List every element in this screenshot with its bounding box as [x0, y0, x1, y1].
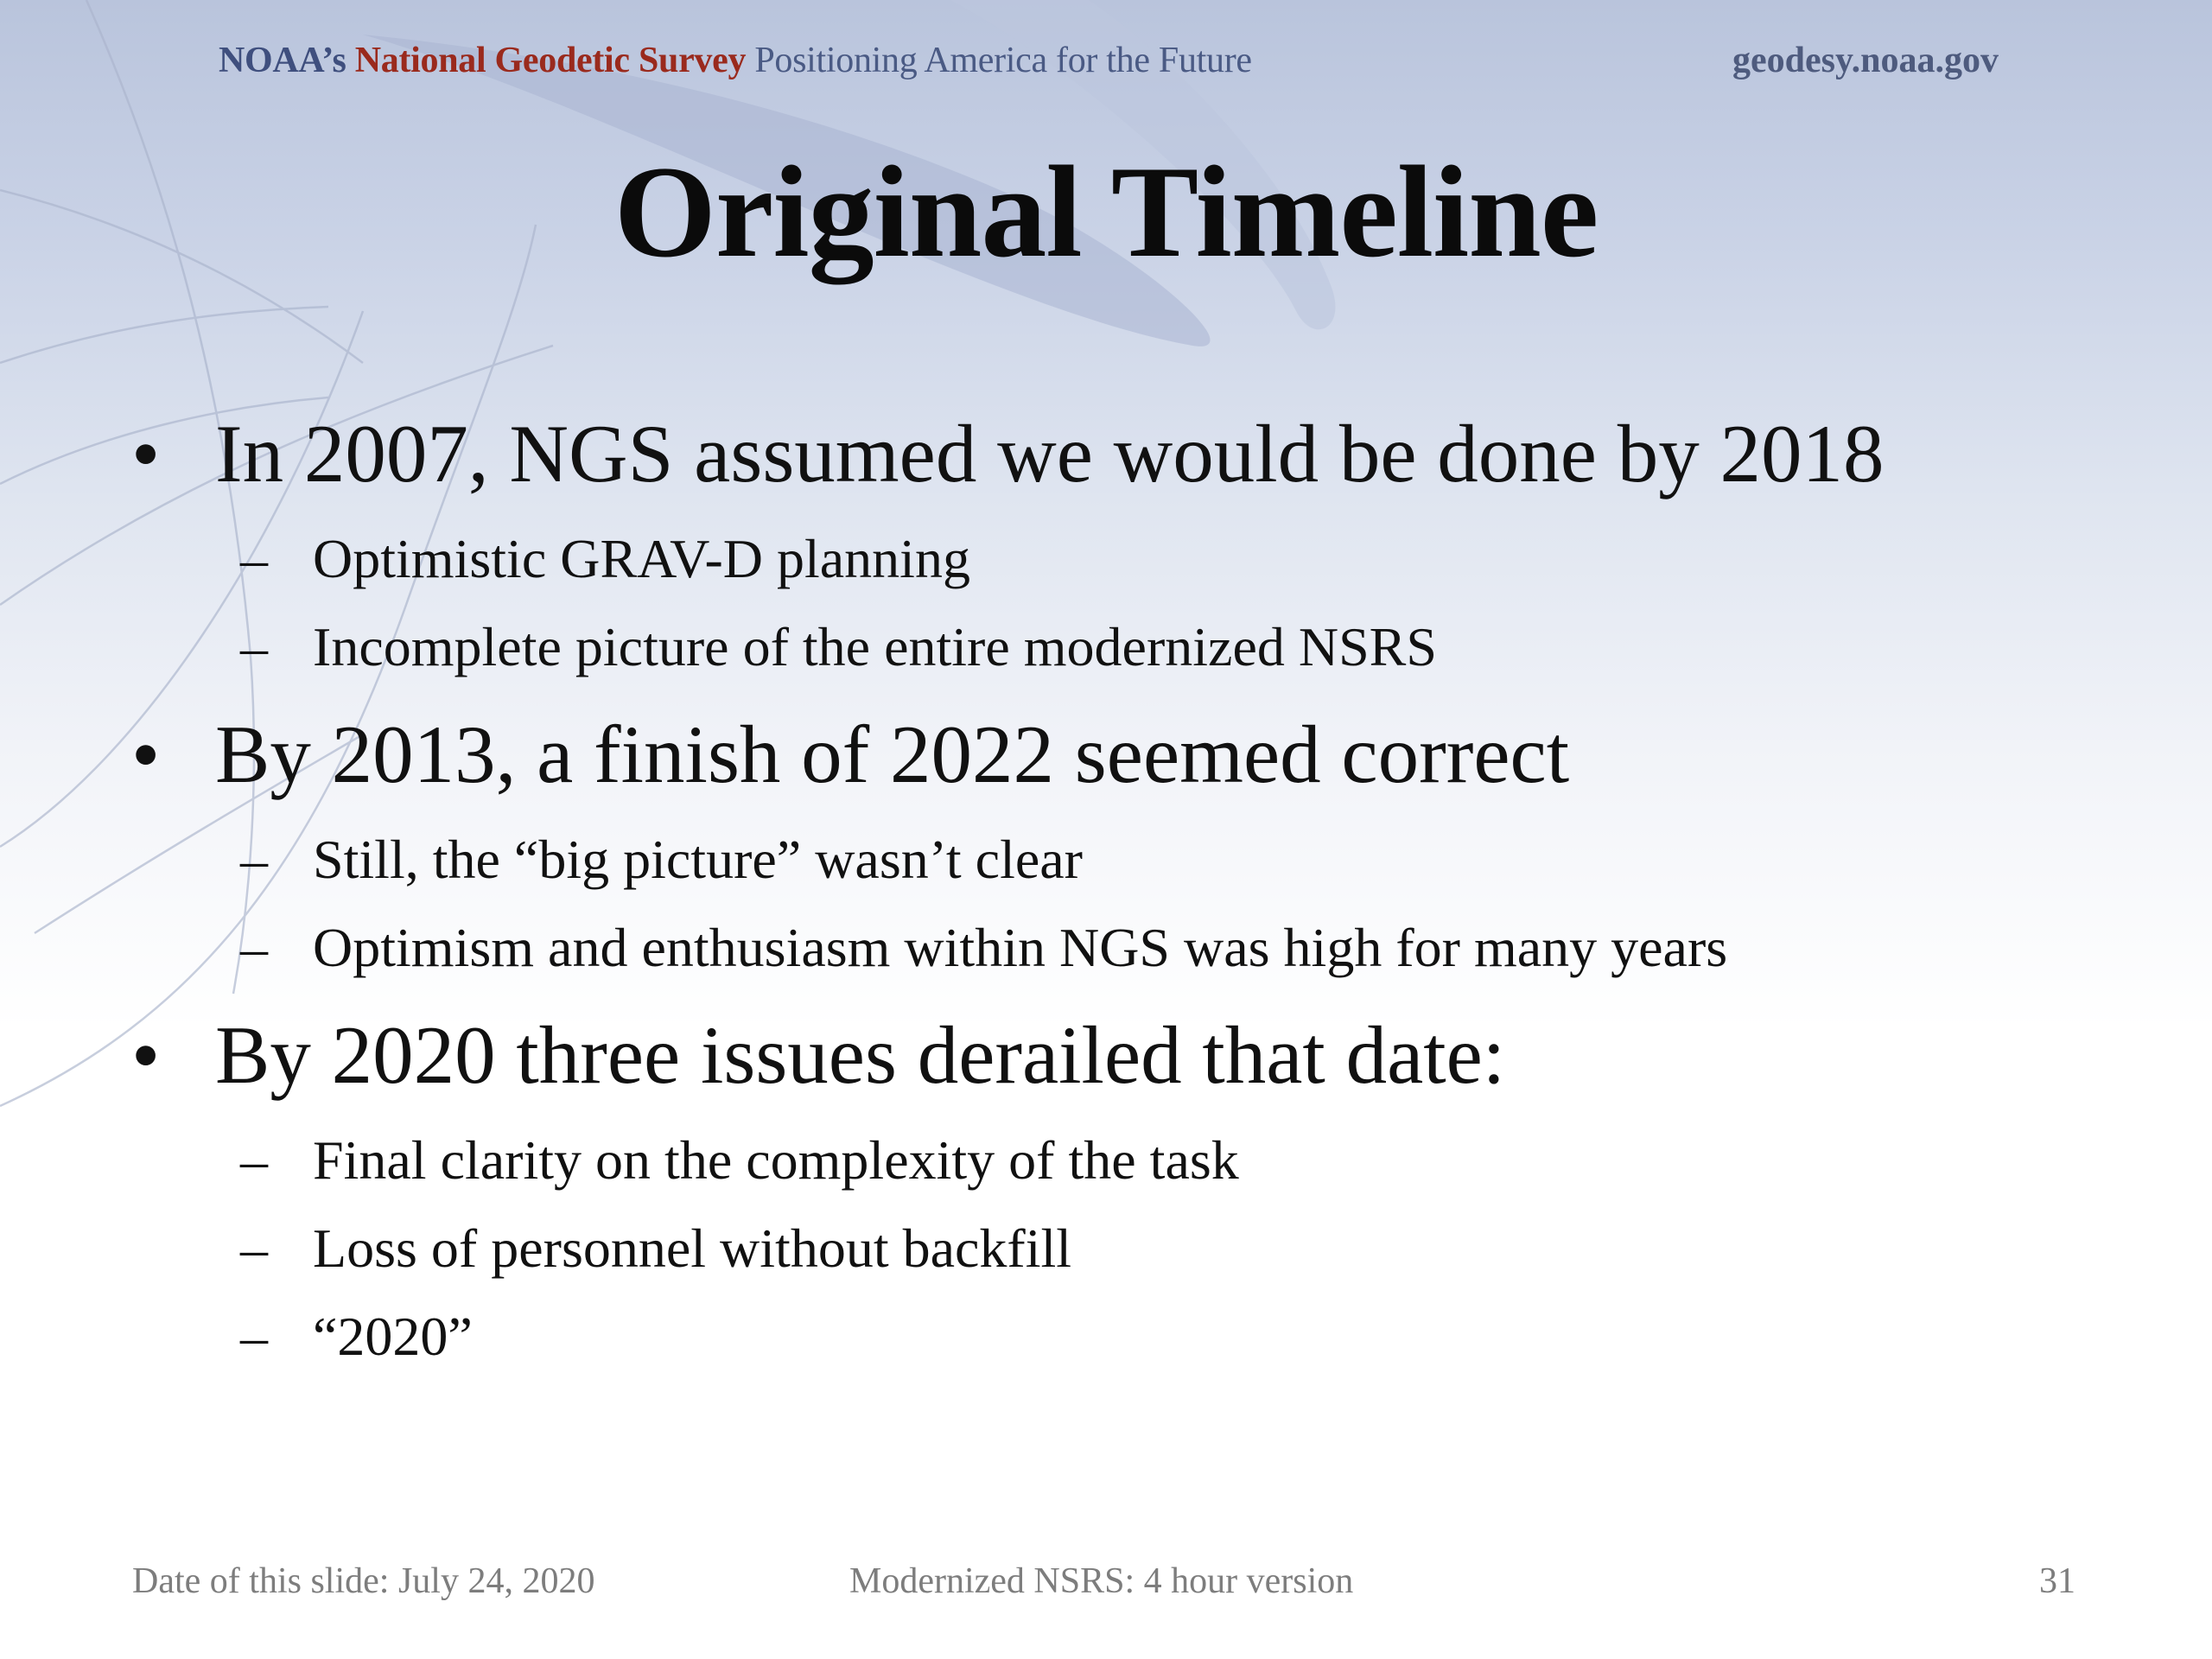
- sub-bullet-text: Optimistic GRAV-D planning: [313, 528, 970, 589]
- sub-bullet-text: Still, the “big picture” wasn’t clear: [313, 829, 1083, 890]
- header-website: geodesy.noaa.gov: [1732, 41, 1999, 80]
- sub-bullet-glyph: –: [240, 917, 268, 978]
- sub-bullet-glyph: –: [240, 1217, 268, 1279]
- bullet-text: By 2013, a finish of 2022 seemed correct: [215, 709, 1570, 800]
- sub-bullet-text: “2020”: [313, 1306, 473, 1367]
- bullet-glyph: •: [131, 709, 161, 800]
- header-tagline: Positioning America for the Future: [754, 41, 1252, 80]
- bullet-glyph: •: [131, 1009, 161, 1101]
- sub-bullet-text: Incomplete picture of the entire modernized NSRS: [313, 616, 1437, 677]
- header-org-prefix: NOAA’s: [219, 41, 346, 80]
- sub-bullet-glyph: –: [240, 616, 268, 677]
- slide-title: Original Timeline: [613, 139, 1599, 284]
- footer-page-number: 31: [2039, 1561, 2075, 1601]
- sub-bullet-text: Optimism and enthusiasm within NGS was high for many years: [313, 917, 1728, 978]
- sub-bullet-glyph: –: [240, 1306, 268, 1367]
- footer-date: Date of this slide: July 24, 2020: [132, 1561, 595, 1601]
- header-org-name: National Geodetic Survey: [354, 41, 747, 80]
- bullet-text: In 2007, NGS assumed we would be done by 2018: [215, 408, 1885, 499]
- footer-presentation-title: Modernized NSRS: 4 hour version: [849, 1561, 1354, 1601]
- sub-bullet-text: Loss of personnel without backfill: [313, 1217, 1072, 1279]
- sub-bullet-glyph: –: [240, 829, 268, 890]
- bullet-glyph: •: [131, 408, 161, 499]
- sub-bullet-glyph: –: [240, 1129, 268, 1191]
- sub-bullet-text: Final clarity on the complexity of the task: [313, 1129, 1239, 1191]
- bullet-text: By 2020 three issues derailed that date:: [215, 1009, 1506, 1101]
- sub-bullet-glyph: –: [240, 528, 268, 589]
